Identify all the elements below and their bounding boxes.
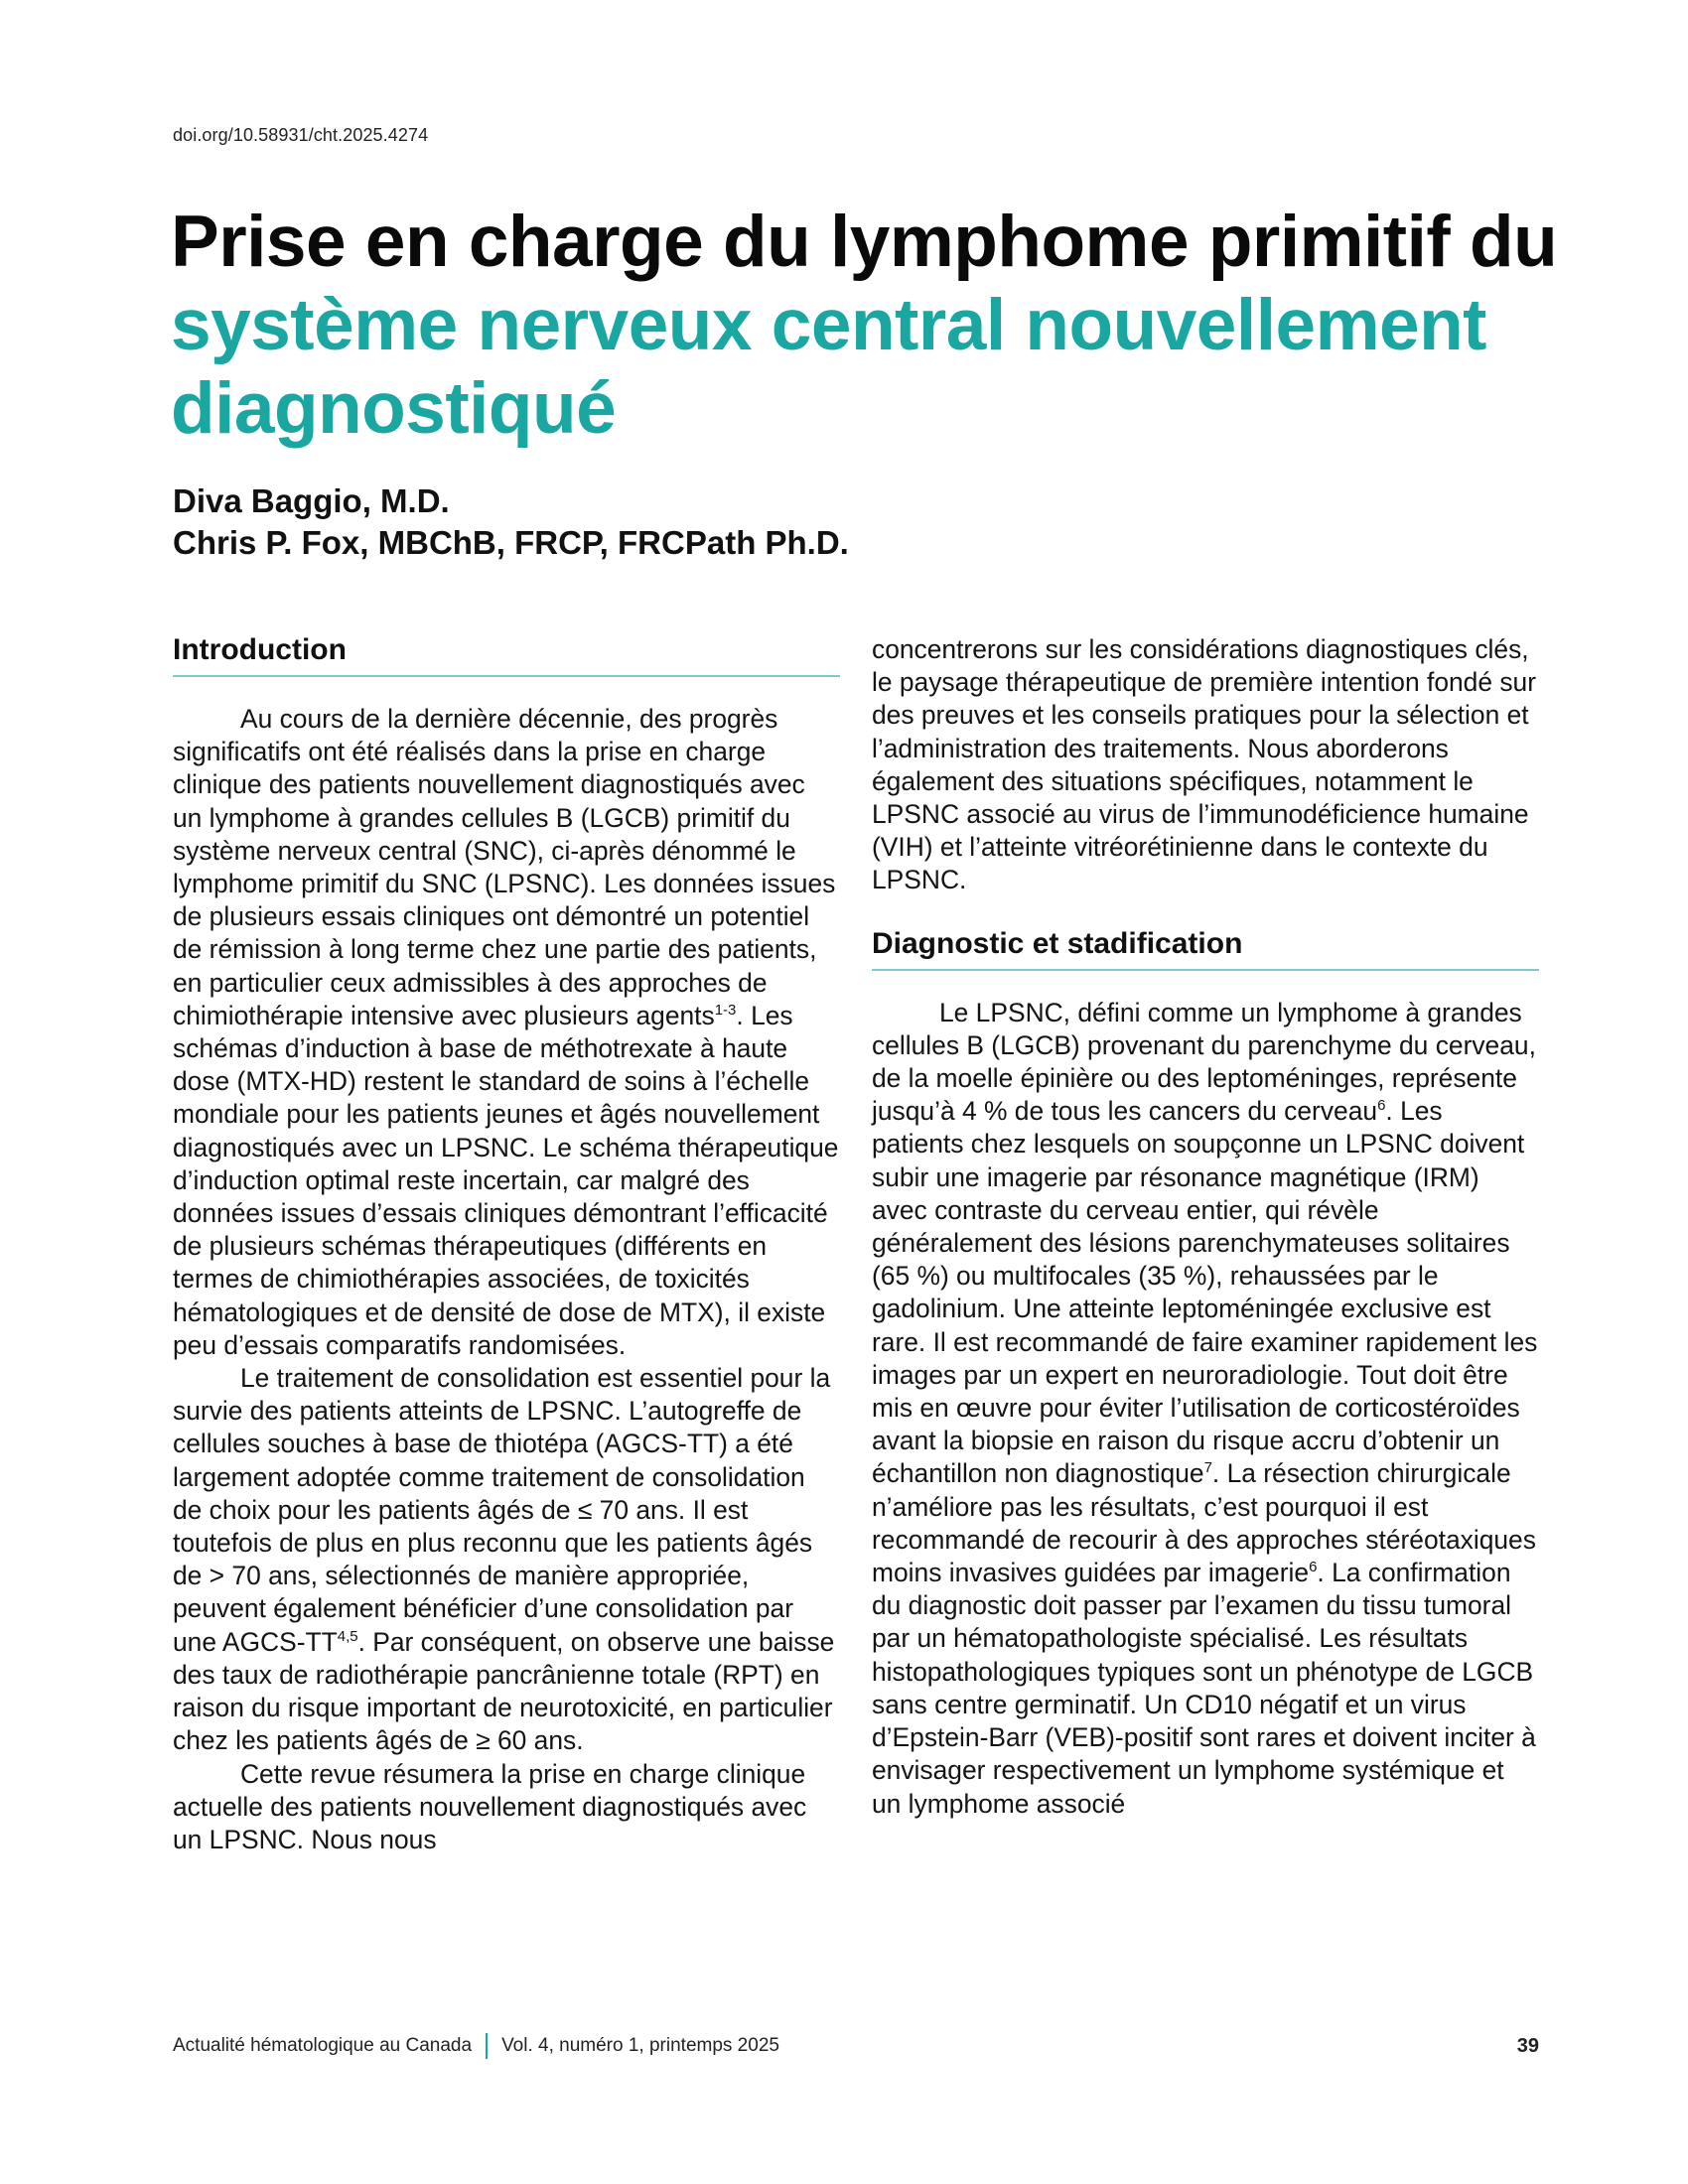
- paragraph-text: Au cours de la dernière décennie, des progrès significatifs ont été réalisés dans la prise en charge clinique des patients nouvellement diagnostiqués avec un lymphome à grandes cellules B (LGCB) primitif du système nerveux central (SNC), ci-après dénommé le lymphome primitif du SNC (LPSNC). Les données issues de plusieurs essais cliniques ont démontré un potentiel de rémission à long terme chez une partie des patients, en particulier ceux admissibles à des approches de chimiothérapie intensive avec plusieurs agents: [173, 704, 836, 1030]
- issue-info: Vol. 4, numéro 1, printemps 2025: [501, 2035, 779, 2056]
- footer-divider: [486, 2033, 488, 2059]
- citation-ref[interactable]: 7: [1203, 1459, 1212, 1477]
- left-column: [173, 631, 840, 1856]
- paragraph: [872, 997, 1539, 1821]
- paragraph: Cette revue résumera la prise en charge clinique actuelle des patients nouvellement diagnostiqués avec un LPSNC. Nous nous: [173, 1758, 807, 1854]
- citation-ref[interactable]: 6: [1377, 1097, 1386, 1115]
- author-name: Diva Baggio, M.D.: [173, 482, 450, 519]
- citation-ref[interactable]: 1-3: [714, 1001, 737, 1019]
- right-column: [872, 633, 1539, 1821]
- section-heading-diagnostic: Diagnostic et stadification: [872, 925, 1539, 971]
- paragraph: [173, 703, 840, 1362]
- author-list: [173, 480, 849, 564]
- citation-ref[interactable]: 6: [1309, 1559, 1318, 1576]
- paragraph-continued: concentrerons sur les considérations diagnostiques clés, le paysage thérapeutique de première intention fondé sur des preuves et les conseils pratiques pour la sélection et l’administration des traitements. Nous aborderons également des situations spécifiques, notamment le LPSNC associé au virus de l’immunodéficience humaine (VIH) et l’atteinte vitréorétinienne dans le contexte du LPSNC.: [872, 634, 1537, 895]
- paragraph-text: . La confirmation du diagnostic doit passer par l’examen du tissu tumoral par un hématopathologiste spécialisé. Les résultats histopathologiques typiques sont un phénotype de LGCB sans centre germinatif. Un CD10 négatif et un virus d’Epstein-Barr (VEB)-positif sont rares et doivent inciter à envisager respectivement un lymphome systémique et un lymphome associé: [872, 1558, 1536, 1819]
- paragraph-text: . La résection chirurgicale n’améliore pas les résultats, c’est pourquoi il est recommandé de recourir à des approches stéréotaxiques moins invasives guidées par imagerie: [872, 1458, 1536, 1588]
- doi-link[interactable]: doi.org/10.58931/cht.2025.4274: [173, 125, 429, 145]
- paragraph: [173, 1362, 840, 1757]
- paragraph-text: . Les patients chez lesquels on soupçonne un LPSNC doivent subir une imagerie par résonance magnétique (IRM) avec contraste du cerveau entier, qui révèle généralement des lésions parenchymateuses solitaires (65 %) ou multifocales (35 %), rehaussées par le gadolinium. Une atteinte leptoméningée exclusive est rare. Il est recommandé de faire examiner rapidement les images par un expert en neuroradiologie. Tout doit être mis en œuvre pour éviter l’utilisation de corticostéroïdes avant la biopsie en raison du risque accru d’obtenir un échantillon non diagnostique: [872, 1096, 1538, 1489]
- title-accent: système nerveux central nouvellement diagnostiqué: [171, 285, 1486, 449]
- article-title: [171, 201, 1561, 451]
- page-number: 39: [1516, 2034, 1539, 2057]
- journal-name: Actualité hématologique au Canada: [173, 2035, 473, 2056]
- paragraph-text: Le traitement de consolidation est essentiel pour la survie des patients atteints de LPSNC. L’autogreffe de cellules souches à base de thiotépa (AGCS-TT) a été largement adoptée comme traitement de consolidation de choix pour les patients âgés de ≤ 70 ans. Il est toutefois de plus en plus reconnu que les patients âgés de > 70 ans, sélectionnés de manière appropriée, peuvent également bénéficier d’une consolidation par une AGCS-TT: [173, 1363, 831, 1657]
- paragraph-text: Le LPSNC, défini comme un lymphome à grandes cellules B (LGCB) provenant du parenchyme du cerveau, de la moelle épinière ou des leptoméninges, représente jusqu’à 4 % de tous les cancers du cerveau: [872, 997, 1536, 1127]
- paragraph-text: . Les schémas d’induction à base de méthotrexate à haute dose (MTX-HD) restent le standard de soins à l’échelle mondiale pour les patients jeunes et âgés nouvellement diagnostiqués avec un LPSNC. Le schéma thérapeutique d’induction optimal reste incertain, car malgré des données issues d’essais cliniques démontrant l’efficacité de plusieurs schémas thérapeutiques (différents en termes de chimiothérapies associées, de toxicités hématologiques et de densité de dose de MTX), il existe peu d’essais comparatifs randomisées.: [173, 1000, 839, 1360]
- author-name: Chris P. Fox, MBChB, FRCP, FRCPath Ph.D.: [173, 524, 849, 561]
- section-heading-introduction: Introduction: [173, 631, 840, 677]
- title-main: Prise en charge du lymphome primitif du: [171, 202, 1558, 282]
- citation-ref[interactable]: 4,5: [337, 1627, 358, 1645]
- page-footer: [173, 2033, 1539, 2059]
- paragraph-text: . Par conséquent, on observe une baisse des taux de radiothérapie pancrânienne totale (RPT) en raison du risque important de neurotoxicité, en particulier chez les patients âgés de ≥ 60 ans.: [173, 1626, 835, 1756]
